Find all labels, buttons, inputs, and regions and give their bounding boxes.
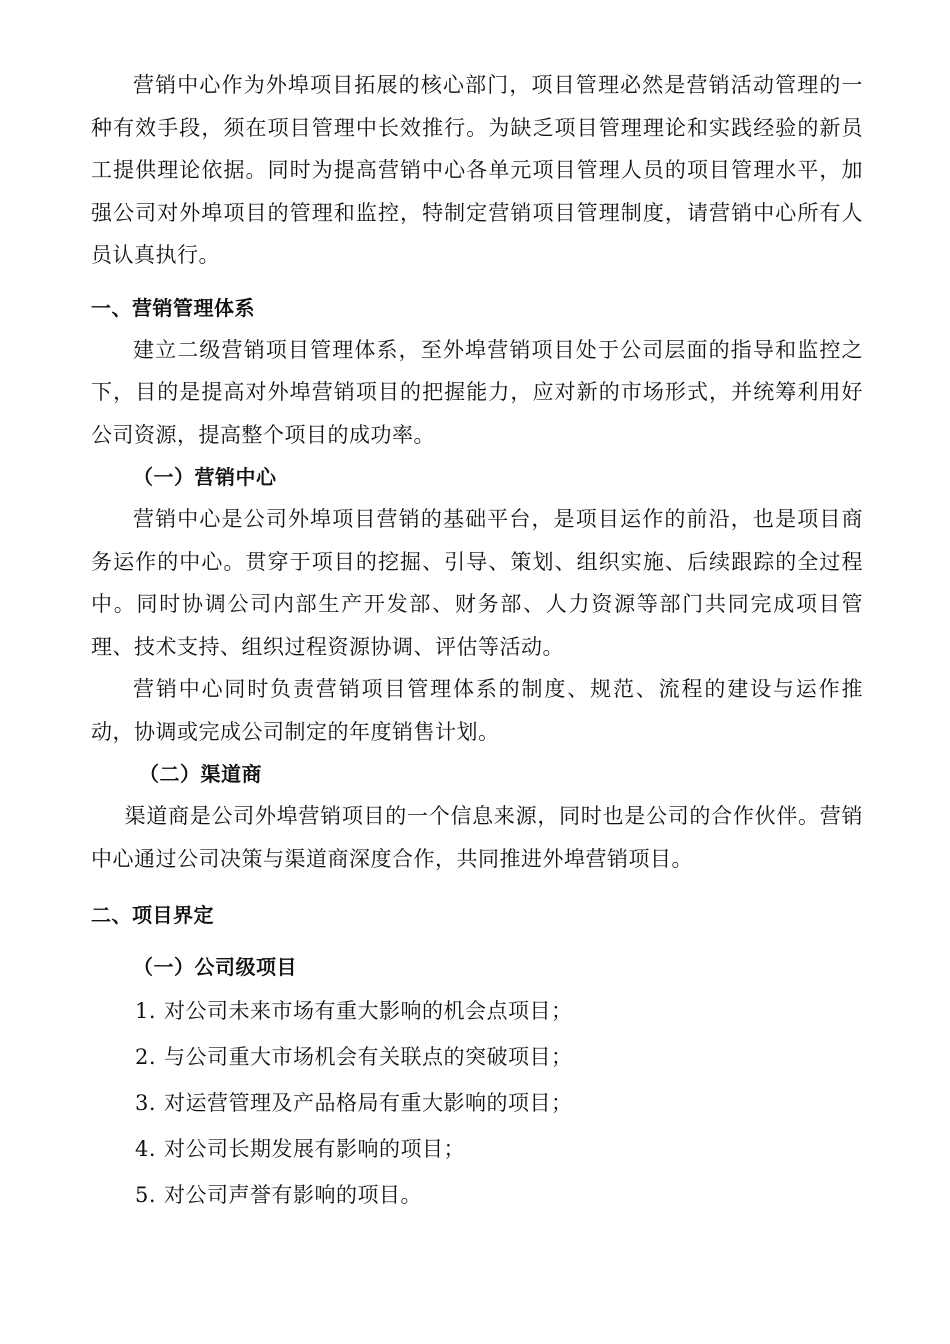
list-item [91,988,863,1034]
list-item [91,1126,863,1172]
section-heading-management-system: 一、营销管理体系 [91,295,255,320]
section-paragraph-management-system: 建立二级营销项目管理体系，至外埠营销项目处于公司层面的指导和监控之下，目的是提高对外埠营销项目的把握能力，应对新的市场形式，并统筹利用好公司资源，提高整个项目的成功率。 [91,337,863,447]
list-item-text: 对公司声誉有影响的项目。 [164,1183,423,1207]
list-item-number: 3. [135,1091,157,1115]
marketing-center-paragraph-1: 营销中心是公司外埠项目营销的基础平台，是项目运作的前沿，也是项目商务运作的中心。贯穿于项目的挖掘、引导、策划、组织实施、后续跟踪的全过程中。同时协调公司内部生产开发部、财务部、人力资源等部门共同完成项目管理、技术支持、组织过程资源协调、评估等活动。 [91,507,863,659]
spacer [91,880,863,894]
list-item-number: 1. [135,999,157,1023]
section-heading-project-definition: 二、项目界定 [91,903,214,927]
subsection-heading-marketing-center: （一）营销中心 [133,465,277,489]
list-item [91,1172,863,1218]
company-level-project-list [91,988,863,1218]
list-item-number: 4. [135,1137,157,1161]
spacer [91,277,863,287]
subsection-heading-company-level-project: （一）公司级项目 [133,955,297,979]
subsection-heading-channel-partner: （二）渠道商 [139,762,262,786]
list-item-text: 对公司未来市场有重大影响的机会点项目； [164,999,573,1023]
list-item-number: 2. [135,1045,157,1069]
document-body [91,64,863,1218]
list-item-number: 5. [135,1183,157,1207]
list-item-text: 与公司重大市场机会有关联点的突破项目； [164,1045,573,1069]
list-item [91,1034,863,1080]
marketing-center-paragraph-2: 营销中心同时负责营销项目管理体系的制度、规范、流程的建设与运作推动，协调或完成公司制定的年度销售计划。 [91,677,863,744]
channel-partner-paragraph: 渠道商是公司外埠营销项目的一个信息来源，同时也是公司的合作伙伴。营销中心通过公司决策与渠道商深度合作，共同推进外埠营销项目。 [91,804,863,871]
intro-paragraph: 营销中心作为外埠项目拓展的核心部门，项目管理必然是营销活动管理的一种有效手段，须在项目管理中长效推行。为缺乏项目管理理论和实践经验的新员工提供理论依据。同时为提高营销中心各单元项目管理人员的项目管理水平，加强公司对外埠项目的管理和监控，特制定营销项目管理制度，请营销中心所有人员认真执行。 [91,73,863,267]
list-item [91,1080,863,1126]
spacer [91,936,863,946]
list-item-text: 对运营管理及产品格局有重大影响的项目； [164,1091,573,1115]
list-item-text: 对公司长期发展有影响的项目； [164,1137,466,1161]
